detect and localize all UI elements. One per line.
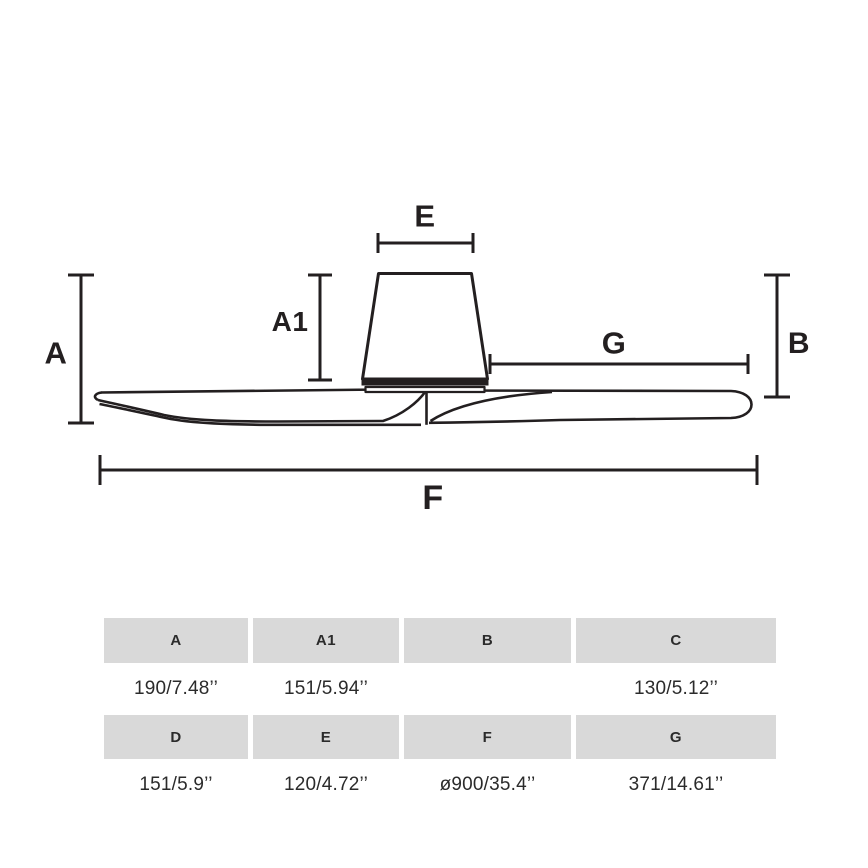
table-value-c: 130/5.12’’ xyxy=(576,663,776,715)
table-header-c: C xyxy=(576,618,776,663)
table-header-d: D xyxy=(104,715,248,759)
table-header-g: G xyxy=(576,715,776,759)
dim-line-a xyxy=(68,275,94,423)
motor-base-flange xyxy=(366,387,485,392)
table-value-g: 371/14.61’’ xyxy=(576,759,776,811)
table-header-a1: A1 xyxy=(253,618,399,663)
dim-label-a: A xyxy=(44,335,68,371)
dim-label-a1: A1 xyxy=(271,306,309,337)
table-header-b: B xyxy=(404,618,571,663)
dim-line-e xyxy=(378,233,473,253)
motor-housing xyxy=(363,274,488,380)
right-blade-outline xyxy=(429,391,752,423)
table-header-a: A xyxy=(104,618,248,663)
table-header-e: E xyxy=(253,715,399,759)
table-value-f: ø900/35.4’’ xyxy=(404,759,571,811)
table-value-a1: 151/5.94’’ xyxy=(253,663,399,715)
dim-line-a1 xyxy=(308,275,332,380)
table-header-f: F xyxy=(404,715,571,759)
table-value-b xyxy=(404,663,571,715)
table-value-a: 190/7.48’’ xyxy=(104,663,248,715)
dim-label-g: G xyxy=(601,325,627,361)
table-value-d: 151/5.9’’ xyxy=(104,759,248,811)
dim-label-e: E xyxy=(414,198,436,234)
dimensions-table xyxy=(104,618,776,811)
table-value-e: 120/4.72’’ xyxy=(253,759,399,811)
dim-label-f: F xyxy=(422,479,444,517)
left-blade-outline xyxy=(95,389,429,425)
dim-line-b xyxy=(764,275,790,397)
dim-label-b: B xyxy=(787,327,811,360)
